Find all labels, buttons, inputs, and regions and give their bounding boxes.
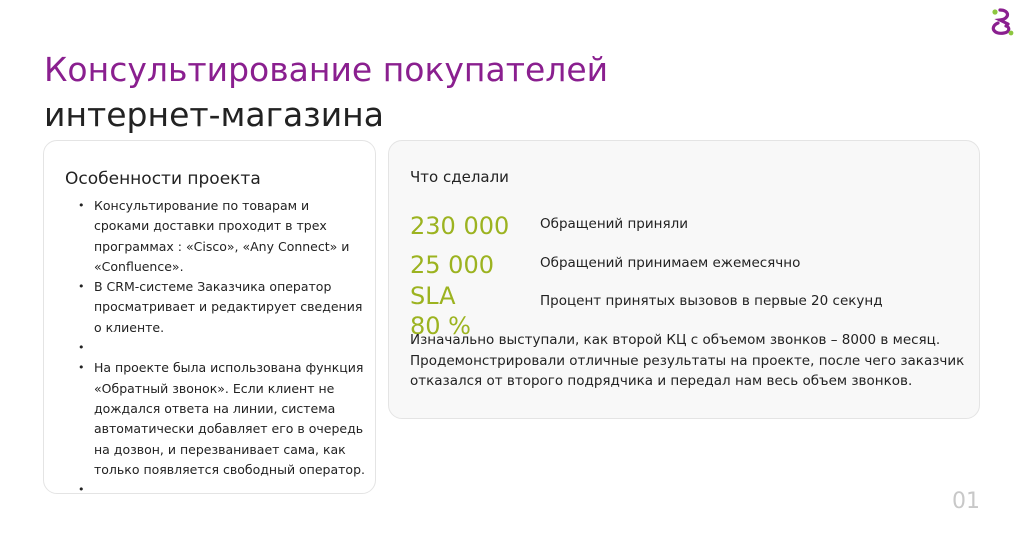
list-item-text: В CRM-системе Заказчика оператор просматривает и редактирует сведения о клиенте. [94, 279, 363, 335]
bullet-dot-icon: • [78, 341, 85, 355]
list-item-text: Консультирование по товарам и сроками доставки проходит в трех программах : «Cisco», «Any Connect» и «Confluence». [94, 198, 350, 274]
page-title-line-2: интернет-магазина [44, 95, 384, 134]
list-item [78, 277, 368, 338]
list-item [78, 338, 368, 358]
results-summary: Изначально выступали, как второй КЦ с объемом звонков – 8000 в месяц. Продемонстрировали отличные результаты на проекте, после чего заказчик отказался от второго подрядчика и передал нам весь объем звонков. [410, 332, 965, 389]
bullet-dot-icon: • [78, 280, 85, 294]
bullet-dot-icon: • [78, 361, 85, 375]
bullet-dot-icon: • [78, 483, 85, 497]
stat-value-total: 230 000 [410, 212, 510, 240]
list-item-text: На проекте была использована функция «Обратный звонок». Если клиент не дождался ответа на линии, система автоматически добавляет его в очередь на дозвон, и перезванивает сама, как только появляется свободный оператор. [94, 360, 365, 477]
stat-value-monthly: 25 000 [410, 251, 494, 279]
page-title-line-1: Консультирование покупателей [44, 50, 609, 89]
stat-label-sla: Процент принятых вызовов в первые 20 секунд [540, 293, 883, 309]
project-features-list [78, 196, 368, 500]
list-item [78, 480, 368, 500]
list-item [78, 358, 368, 480]
stat-value-sla: SLA 80 % [410, 282, 471, 340]
results-heading: Что сделали [410, 168, 509, 186]
list-item [78, 196, 368, 277]
project-features-heading: Особенности проекта [65, 169, 261, 189]
company-logo-icon [990, 8, 1016, 36]
bullet-dot-icon: • [78, 199, 85, 212]
page-number: 01 [952, 489, 980, 514]
stat-label-monthly: Обращений принимаем ежемесячно [540, 255, 801, 271]
stat-label-total: Обращений приняли [540, 216, 688, 232]
